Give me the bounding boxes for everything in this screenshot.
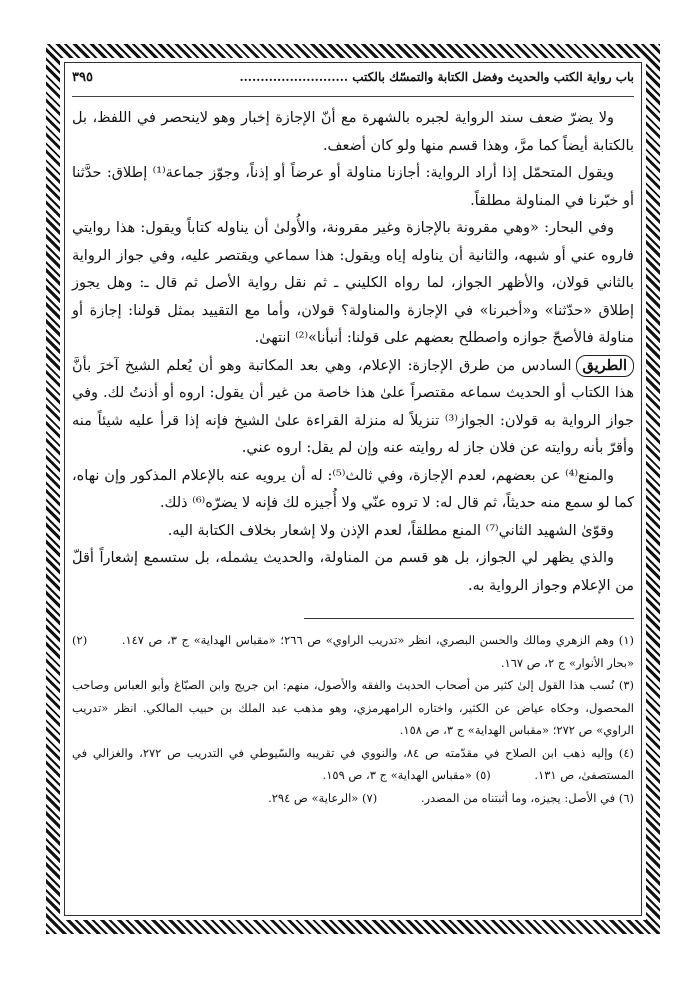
page-number: ٣٩٥: [72, 70, 93, 85]
running-header: [72, 70, 634, 97]
footnote: (٤) وإليه ذهب ابن الصلاح في مقدّمته ص ٨٤، والنووي في تقريبه والسّيوطي في التدريب ص ٢٧٢، والغزالي في المستصفىٰ، ص ١٣١. (٥) «مقباس الهداية» ج ٣، ص ١٥٩.: [72, 745, 635, 782]
paragraph: وقوّىٰ الشهيد الثاني⁽⁷⁾ المنع مطلقاً، لعدم الإذن ولا إشعار بخلاف الكتابة اليه.: [167, 522, 614, 539]
main-text: [72, 105, 634, 600]
section-tag: الطريق: [576, 355, 634, 377]
paragraph: وفي البحار: «وهي مقرونة بالإجازة وغير مقرونة، والأُولىٰ أن يناوله كتاباً ويقول: هذا روايتي فاروه عني أو شبهه، والثانية أن يناوله إياه ويقول: هذا سماعي ويقتصر عليه، وفي جواز الرواية بالثاني قولان، والأظهر الجواز، لما رواه الكليني ـ ثم نقل رواية الأصل ثم قال ـ: وهل يجوز إطلاق «حدّثنا» و«أخبرنا» في الإجازة والمناولة؟ قولان، وأما مع التقييد بمثل قولنا: إجازة أو مناولة فالأصحّ جوازه واصطلح بعضهم على قولنا: أنبأنا»⁽²⁾ انتهىٰ.: [72, 220, 634, 346]
paragraph-text: السادس من طرق الإجازة: الإعلام، وهي بعد المكاتبة وهو أن يُعلم الشيخ آخرَ بأنَّ هذا الكتاب أو الحديث سماعه مقتصراً علىٰ هذا خاصة من غير أن يقول: اروه أو أذنتُ لك. وفي جواز الرواية به قولان: الجواز⁽³⁾ تنزيلاً له منزلة القراءة علىٰ الشيخ فإنه إذا قرأ عليه شيئاً منه وأقرّ بأنه روايته عن فلان جاز له روايته عنه وإن لم يقل: اروه عني.: [72, 357, 634, 456]
paragraph: ويقول المتحمّل إذا أراد الرواية: أجازنا مناولة أو عرضاً أو إذناً، وجوّز جماعة⁽¹⁾ إطلاق: حدَّثنا أو خبّرنا في المناولة مطلقاً.: [72, 165, 634, 209]
paragraph: والذي يظهر لي الجواز، بل هو قسم من المناولة، والحديث يشمله، بل ستسمع إشعاراً أقلّ من الإعلام وجواز الرواية به.: [72, 550, 634, 594]
footnote: (٢) «بحار الأنوار» ج ٢، ص ١٦٧.: [72, 633, 634, 670]
footnote: (٥) «مقباس الهداية» ج ٣، ص ١٥٩.: [322, 768, 491, 782]
footnote: (٣) نُسب هذا القول إلىٰ كثير من أصحاب الحديث والفقه والأصول، منهم: ابن جريج وابن الصبّاغ وأبو العباس وصاحب المحصول، وحكاه عياض عن الكثير، واختاره الرامهرمزي، وهو مذهب عبد الملك بن حبيب المالكي. انظر «تدريب الراوي» ص ٢٧٢؛ «مقباس الهداية» ج ٣، ص ١٥٨.: [72, 678, 634, 737]
footnotes: [72, 629, 634, 809]
page-content: [72, 70, 634, 910]
footnote-divider: [304, 618, 634, 619]
footnote: (١) وهم الزهري ومالك والحسن البصري، انظر «تدريب الراوي» ص ٢٦٦؛ «مقباس الهداية» ج ٣، ص ١٤٧. (٢) «بحار الأنوار» ج ٢، ص ١٦٧.: [72, 633, 634, 670]
paragraph-method-six: [72, 353, 634, 463]
paragraph: والمنع⁽⁴⁾ عن بعضهم، لعدم الإجازة، وفي ثالث⁽⁵⁾: له أن يرويه عنه بالإعلام المذكور وإن نهاه، كما لو سمع منه حديثاً، ثم قال له: لا تروه عنّي ولا أُجيزه لك فإنه لا يضرّه⁽⁶⁾ ذلك.: [72, 467, 634, 511]
paragraph: ولا يضرّ ضعف سند الرواية لجبره بالشهرة مع أنّ الإجازة إخبار وهو لاينحصر في اللفظ، بل بالكتابة أيضاً كما مرَّ، وهذا قسم منها ولو كان أضعف.: [72, 110, 634, 154]
footnote: (٦) في الأصل: يجيزه، وما أثبتناه من المصدر. (٧) «الرعاية» ص ٢٩٤.: [268, 790, 634, 805]
header-title: باب رواية الكتب والحديث وفضل الكتابة والتمسّك بالكتب ..........................: [239, 70, 634, 84]
footnote: (٧) «الرعاية» ص ٢٩٤.: [268, 790, 378, 805]
